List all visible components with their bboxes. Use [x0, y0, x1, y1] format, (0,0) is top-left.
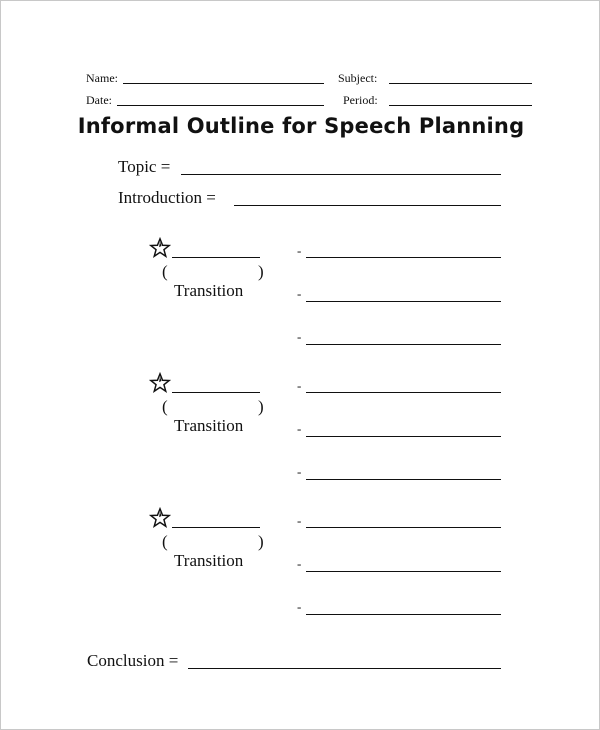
transition-label: Transition — [174, 281, 244, 300]
transition-label: Transition — [174, 551, 244, 570]
subject-label: Subject: — [338, 71, 378, 85]
star-icon — [149, 507, 171, 529]
subpoint-field[interactable] — [306, 436, 501, 437]
subpoint-dash: - — [297, 599, 302, 614]
subpoint-dash: - — [297, 464, 302, 479]
page-title: Informal Outline for Speech Planning — [77, 114, 525, 138]
period-field[interactable] — [389, 105, 532, 106]
subject-field[interactable] — [389, 83, 532, 84]
introduction-field[interactable] — [234, 205, 501, 206]
subpoint-field[interactable] — [306, 614, 501, 615]
topic-field[interactable] — [181, 174, 501, 175]
subpoint-dash: - — [297, 329, 302, 344]
transition-label: Transition — [174, 416, 244, 435]
date-field[interactable] — [117, 105, 324, 106]
close-paren: ) — [258, 532, 264, 551]
subpoint-field[interactable] — [306, 344, 501, 345]
subpoint-field[interactable] — [306, 479, 501, 480]
main-point-field[interactable] — [172, 527, 260, 528]
subpoint-dash: - — [297, 421, 302, 436]
conclusion-field[interactable] — [188, 668, 501, 669]
name-label: Name: — [86, 71, 118, 85]
subpoint-field[interactable] — [306, 527, 501, 528]
subpoint-field[interactable] — [306, 392, 501, 393]
subpoint-dash: - — [297, 286, 302, 301]
main-point-field[interactable] — [172, 392, 260, 393]
close-paren: ) — [258, 397, 264, 416]
subpoint-dash: - — [297, 513, 302, 528]
main-point-field[interactable] — [172, 257, 260, 258]
star-icon — [149, 372, 171, 394]
conclusion-label: Conclusion = — [87, 651, 179, 670]
introduction-label: Introduction = — [118, 188, 216, 207]
open-paren: ( — [162, 397, 168, 416]
subpoint-field[interactable] — [306, 571, 501, 572]
open-paren: ( — [162, 532, 168, 551]
subpoint-dash: - — [297, 243, 302, 258]
star-icon — [149, 237, 171, 259]
subpoint-dash: - — [297, 378, 302, 393]
subpoint-field[interactable] — [306, 257, 501, 258]
close-paren: ) — [258, 262, 264, 281]
period-label: Period: — [343, 93, 378, 107]
name-field[interactable] — [123, 83, 324, 84]
topic-label: Topic = — [118, 157, 171, 176]
date-label: Date: — [86, 93, 112, 107]
subpoint-dash: - — [297, 556, 302, 571]
open-paren: ( — [162, 262, 168, 281]
subpoint-field[interactable] — [306, 301, 501, 302]
